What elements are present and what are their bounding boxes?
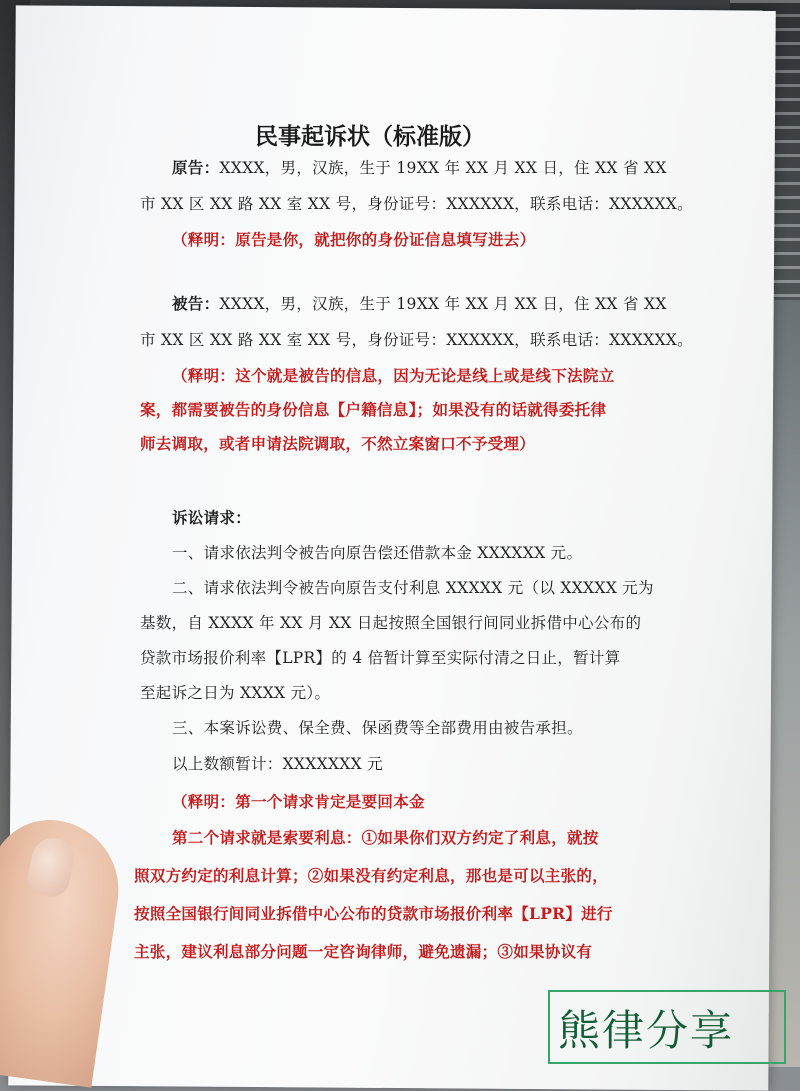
claim-1: 一、请求依法判令被告向原告偿还借款本金 XXXXXX 元。 [172, 544, 583, 562]
watermark-text: 熊律分享 [558, 1006, 735, 1055]
claims-note-5: 主张，建议利息部分问题一定咨询律师，避免遗漏；③如果协议有 [134, 942, 593, 961]
defendant-line-1 [172, 292, 667, 314]
claims-total: 以上数额暂计：XXXXXXX 元 [172, 755, 383, 773]
plaintiff-line-1 [172, 156, 667, 178]
defendant-text-1: XXXX，男，汉族，生于 19XX 年 XX 月 XX 日，住 XX 省 XX [219, 295, 667, 313]
claim-2-line-2: 基数，自 XXXX 年 XX 月 XX 日起按照全国银行间同业拆借中心公布的 [140, 614, 642, 632]
defendant-label: 被告： [172, 294, 220, 313]
plaintiff-line-2: 市 XX 区 XX 路 XX 室 XX 号，身份证号：XXXXXX，联系电话：XXXXXX。 [140, 195, 693, 213]
plaintiff-note: （释明：原告是你，就把你的身份证信息填写进去） [172, 230, 536, 249]
defendant-note-3: 师去调取，或者申请法院调取，不然立案窗口不予受理） [140, 434, 536, 453]
claim-2-line-4: 至起诉之日为 XXXX 元）。 [140, 684, 331, 702]
plaintiff-label: 原告： [172, 158, 220, 177]
claim-2-line-3: 贷款市场报价利率【LPR】的 4 倍暂计算至实际付清之日止，暂计算 [140, 649, 621, 667]
defendant-line-2: 市 XX 区 XX 路 XX 室 XX 号，身份证号：XXXXXX，联系电话：XXXXXX。 [140, 331, 693, 349]
claim-3: 三、本案诉讼费、保全费、保函费等全部费用由被告承担。 [172, 719, 583, 737]
claims-note-3: 照双方约定的利息计算；②如果没有约定利息，那也是可以主张的， [134, 866, 609, 885]
claim-2-line-1: 二、请求依法判令被告向原告支付利息 XXXXX 元（以 XXXXX 元为 [172, 579, 654, 597]
claims-note-4: 按照全国银行间同业拆借中心公布的贷款市场报价利率【LPR】进行 [134, 904, 613, 923]
document-title: 民事起诉状（标准版） [255, 123, 485, 150]
defendant-note-2: 案，都需要被告的身份信息【户籍信息】；如果没有的话就得委托律 [140, 400, 607, 419]
defendant-note-1: （释明：这个就是被告的信息，因为无论是线上或是线下法院立 [172, 366, 615, 385]
claims-note-1: （释明：第一个请求肯定是要回本金 [172, 792, 425, 811]
plaintiff-text-1: XXXX，男，汉族，生于 19XX 年 XX 月 XX 日，住 XX 省 XX [219, 159, 667, 177]
claims-heading: 诉讼请求： [172, 508, 252, 527]
claims-note-2: 第二个请求就是索要利息：①如果你们双方约定了利息，就按 [172, 828, 599, 847]
